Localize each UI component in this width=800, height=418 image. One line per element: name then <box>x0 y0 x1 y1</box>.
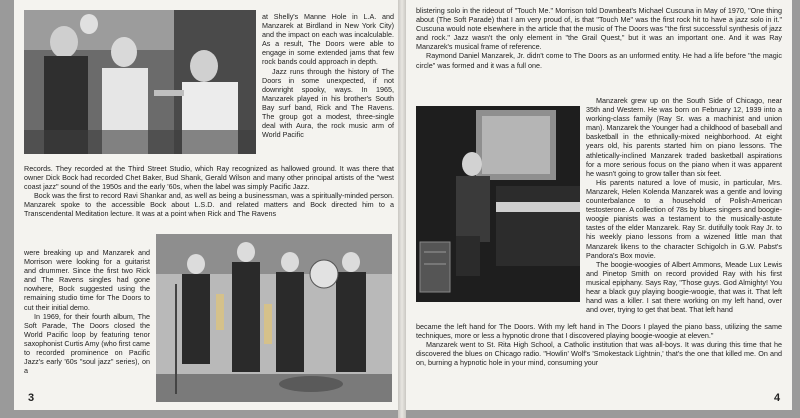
left-text-col-top <box>262 12 394 139</box>
page-number-right: 4 <box>774 392 781 404</box>
paragraph: Manzarek grew up on the South Side of Chicago, near 35th and Western. He was born on February 12, 1939 into a working-class family (Ray Sr. was a machinist and union man). Manzarek the Younger had a childhood of baseball and basketball in the ethnically-mixed neighborhood. At eight years old, his parents started him on piano lessons. The athletically-inclined Manzarek traded basketball aspirations for a more serious focus on the piano when it was apparent he wasn't going to grow taller than six feet. <box>586 96 782 178</box>
paragraph: His parents natured a love of music, in particular, Mrs. Manzarek, Helen Kolenda Manzarek was a gentle and loving counterbalance to a household of Polish-American testosterone. A collection of 78s by blues singers and boogie-woogie pianists was a testament to the musically-astute tastes of the elder Manzarek. Ray Sr. dutifully took Ray Jr. to his weekly piano lessons from a wizened little man that Manzarek likens to the character Schigolch in G.W. Pabst's Pandora's Box movie. <box>586 177 782 260</box>
paragraph: Manzarek went to St. Rita High School, a Catholic institution that was all-boys. It was during this time that he discovered the blues on Chicago radio. "Howlin' Wolf's 'Smokestack Lightnin,' that's the one that killed me. On and on, burning a hypnotic hole in your mind, consuming your <box>416 340 782 368</box>
right-page <box>406 0 792 410</box>
paragraph: blistering solo in the rideout of "Touch Me." Morrison told Downbeat's Michael Cuscuna in May of 1970, "One thing about (The Soft Parade) that I am very proud of, is that "Touch Me" was the first rock hit to have a jazz solo in it." Cuscuna would note elsewhere in the article that the music of The Doors was "the first successful synthesis of jazz and rock." Jazz wasn't the only element in "the Grail Quest," but it was an important one. And it was Ray Manzarek's musical frame of reference. <box>416 6 782 52</box>
right-text-top <box>416 6 782 70</box>
paragraph: Bock was the first to record Ravi Shankar and, as well as being a businessman, was a spiritually-minded person. Manzarek spoke to the accessible Bock about L.S.D. and related matters and Bock directed him to a Transcendental Meditation lecture. It was at a point when Rick and The Ravens <box>24 191 394 219</box>
photo-boy-at-piano <box>416 106 580 302</box>
photo-band-rick-and-ravens <box>156 234 392 402</box>
paragraph: The boogie-woogies of Albert Ammons, Meade Lux Lewis and Pinetop Smith on record provided Ray with his first musical epiphany. Says Ray, "Those guys. God Almighty! You hear a black guy playing boogie-woogie, that was it. That left hand was a killer. I sat there working on my left hand, over and over, trying to get that beat. That left hand <box>586 259 782 315</box>
photo-young-men-group <box>24 10 256 154</box>
paragraph: Records. They recorded at the Third Street Studio, which Ray recognized as hallowed ground. It was there that owner Dick Bock had recorded Chet Baker, Bud Shank, Gerald Wilson and many other principal artists of the "west coast jazz" sound of the 1950s and the early '60s, when the label was simply Pacific Jazz. <box>24 164 394 192</box>
left-text-full <box>24 164 394 219</box>
right-text-bottom <box>416 322 782 367</box>
paragraph: were breaking up and Manzarek and Morrison were looking for a guitarist and drummer. Since the first two Rick and The Ravens singles had gone nowhere, Bock suggested using the remaining studio time for The Doors to cut their initial demo. <box>24 248 150 312</box>
left-text-col-bottom <box>24 248 150 375</box>
page-number-left: 3 <box>28 392 35 404</box>
paragraph: became the left hand for The Doors. With my left hand in The Doors I played the piano bass, utilizing the same techniques, more or less a hypnotic drone that I discovered playing boogie-woogie at eleven." <box>416 322 782 341</box>
right-text-col <box>586 96 782 314</box>
paragraph: In 1969, for their fourth album, The Soft Parade, The Doors closed the World Pacific loop by featuring tenor saxophonist Curtis Amy (who first came to recorded prominence on Pacific Jazz's early '60s "soul jazz" series), on a <box>24 311 150 376</box>
book-gutter <box>398 0 406 418</box>
paragraph: at Shelly's Manne Hole in L.A. and Manzarek at Birdland in New York City) and the impact on each was incalculable. As a result, The Doors were able to engage in some extended jams that few rock bands could approach in depth. <box>262 12 394 67</box>
paragraph: Raymond Daniel Manzarek, Jr. didn't come to The Doors as an unformed entity. He had a life before "the magic circle" was formed and it was a full one. <box>416 51 782 70</box>
left-page <box>14 0 398 410</box>
paragraph: Jazz runs through the history of The Doors in some unexpected, if not downright spooky, ways. In 1965, Manzarek played in his brother's South Bay surf band, Rick and The Ravens. The group got a modest, three-single deal with Aura, the rock music arm of World Pacific <box>262 66 394 140</box>
